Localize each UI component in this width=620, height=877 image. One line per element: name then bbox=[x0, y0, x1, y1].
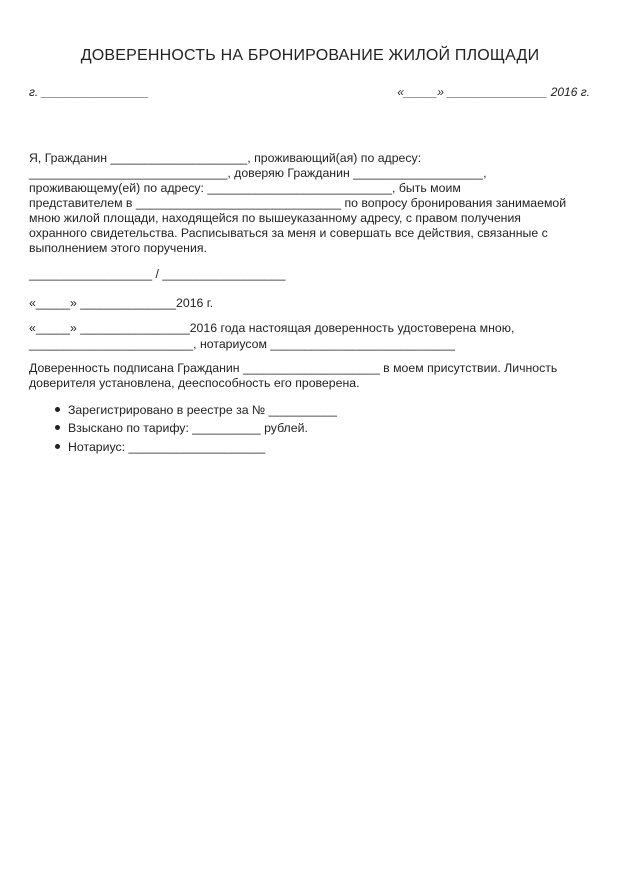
bullet-icon bbox=[55, 407, 60, 412]
document-title: ДОВЕРЕННОСТЬ НА БРОНИРОВАНИЕ ЖИЛОЙ ПЛОЩАДИ bbox=[80, 47, 540, 64]
body-line: _____________________________, доверяю Гражданин ___________________, bbox=[29, 166, 487, 180]
body-line: мною жилой площади, находящейся по вышеуказанному адресу, с правом получения bbox=[29, 211, 521, 225]
body-line: выполнением этого поручения. bbox=[29, 241, 207, 255]
certification-line: «_____» ________________2016 года настоящая доверенность удостоверена мною, bbox=[29, 321, 515, 335]
body-line: Я, Гражданин ____________________, проживающий(ая) по адресу: bbox=[29, 151, 422, 165]
city-field: г. ________________ bbox=[29, 85, 149, 99]
date-line: «_____» ______________2016 г. bbox=[29, 296, 214, 310]
list-item-tariff bbox=[55, 421, 308, 435]
body-line: представителем в ______________________________ по вопросу бронирования занимаемой bbox=[29, 196, 567, 210]
list-item-notary bbox=[55, 440, 265, 454]
bullet-icon bbox=[55, 444, 60, 449]
signature-line: __________________ / __________________ bbox=[29, 267, 286, 281]
signed-statement-line: Доверенность подписана Гражданин ____________________ в моем присутствии. Личность bbox=[29, 361, 558, 375]
date-field: «_____» _______________ 2016 г. bbox=[397, 85, 590, 99]
list-item-registry bbox=[55, 403, 337, 417]
signed-statement-line: доверителя установлена, дееспособность его проверена. bbox=[29, 376, 360, 390]
list-item-text: Взыскано по тарифу: __________ рублей. bbox=[68, 421, 308, 435]
list-item-text: Нотариус: ____________________ bbox=[68, 440, 266, 454]
bullet-icon bbox=[55, 425, 60, 430]
certification-line: ________________________, нотариусом ___________________________ bbox=[29, 337, 456, 351]
body-line: проживающему(ей) по адресу: ___________________________, быть моим bbox=[29, 181, 461, 195]
body-line: охранного свидетельства. Расписываться за меня и совершать все действия, связанные с bbox=[29, 226, 548, 240]
list-item-text: Зарегистрировано в реестре за № __________ bbox=[68, 403, 337, 417]
